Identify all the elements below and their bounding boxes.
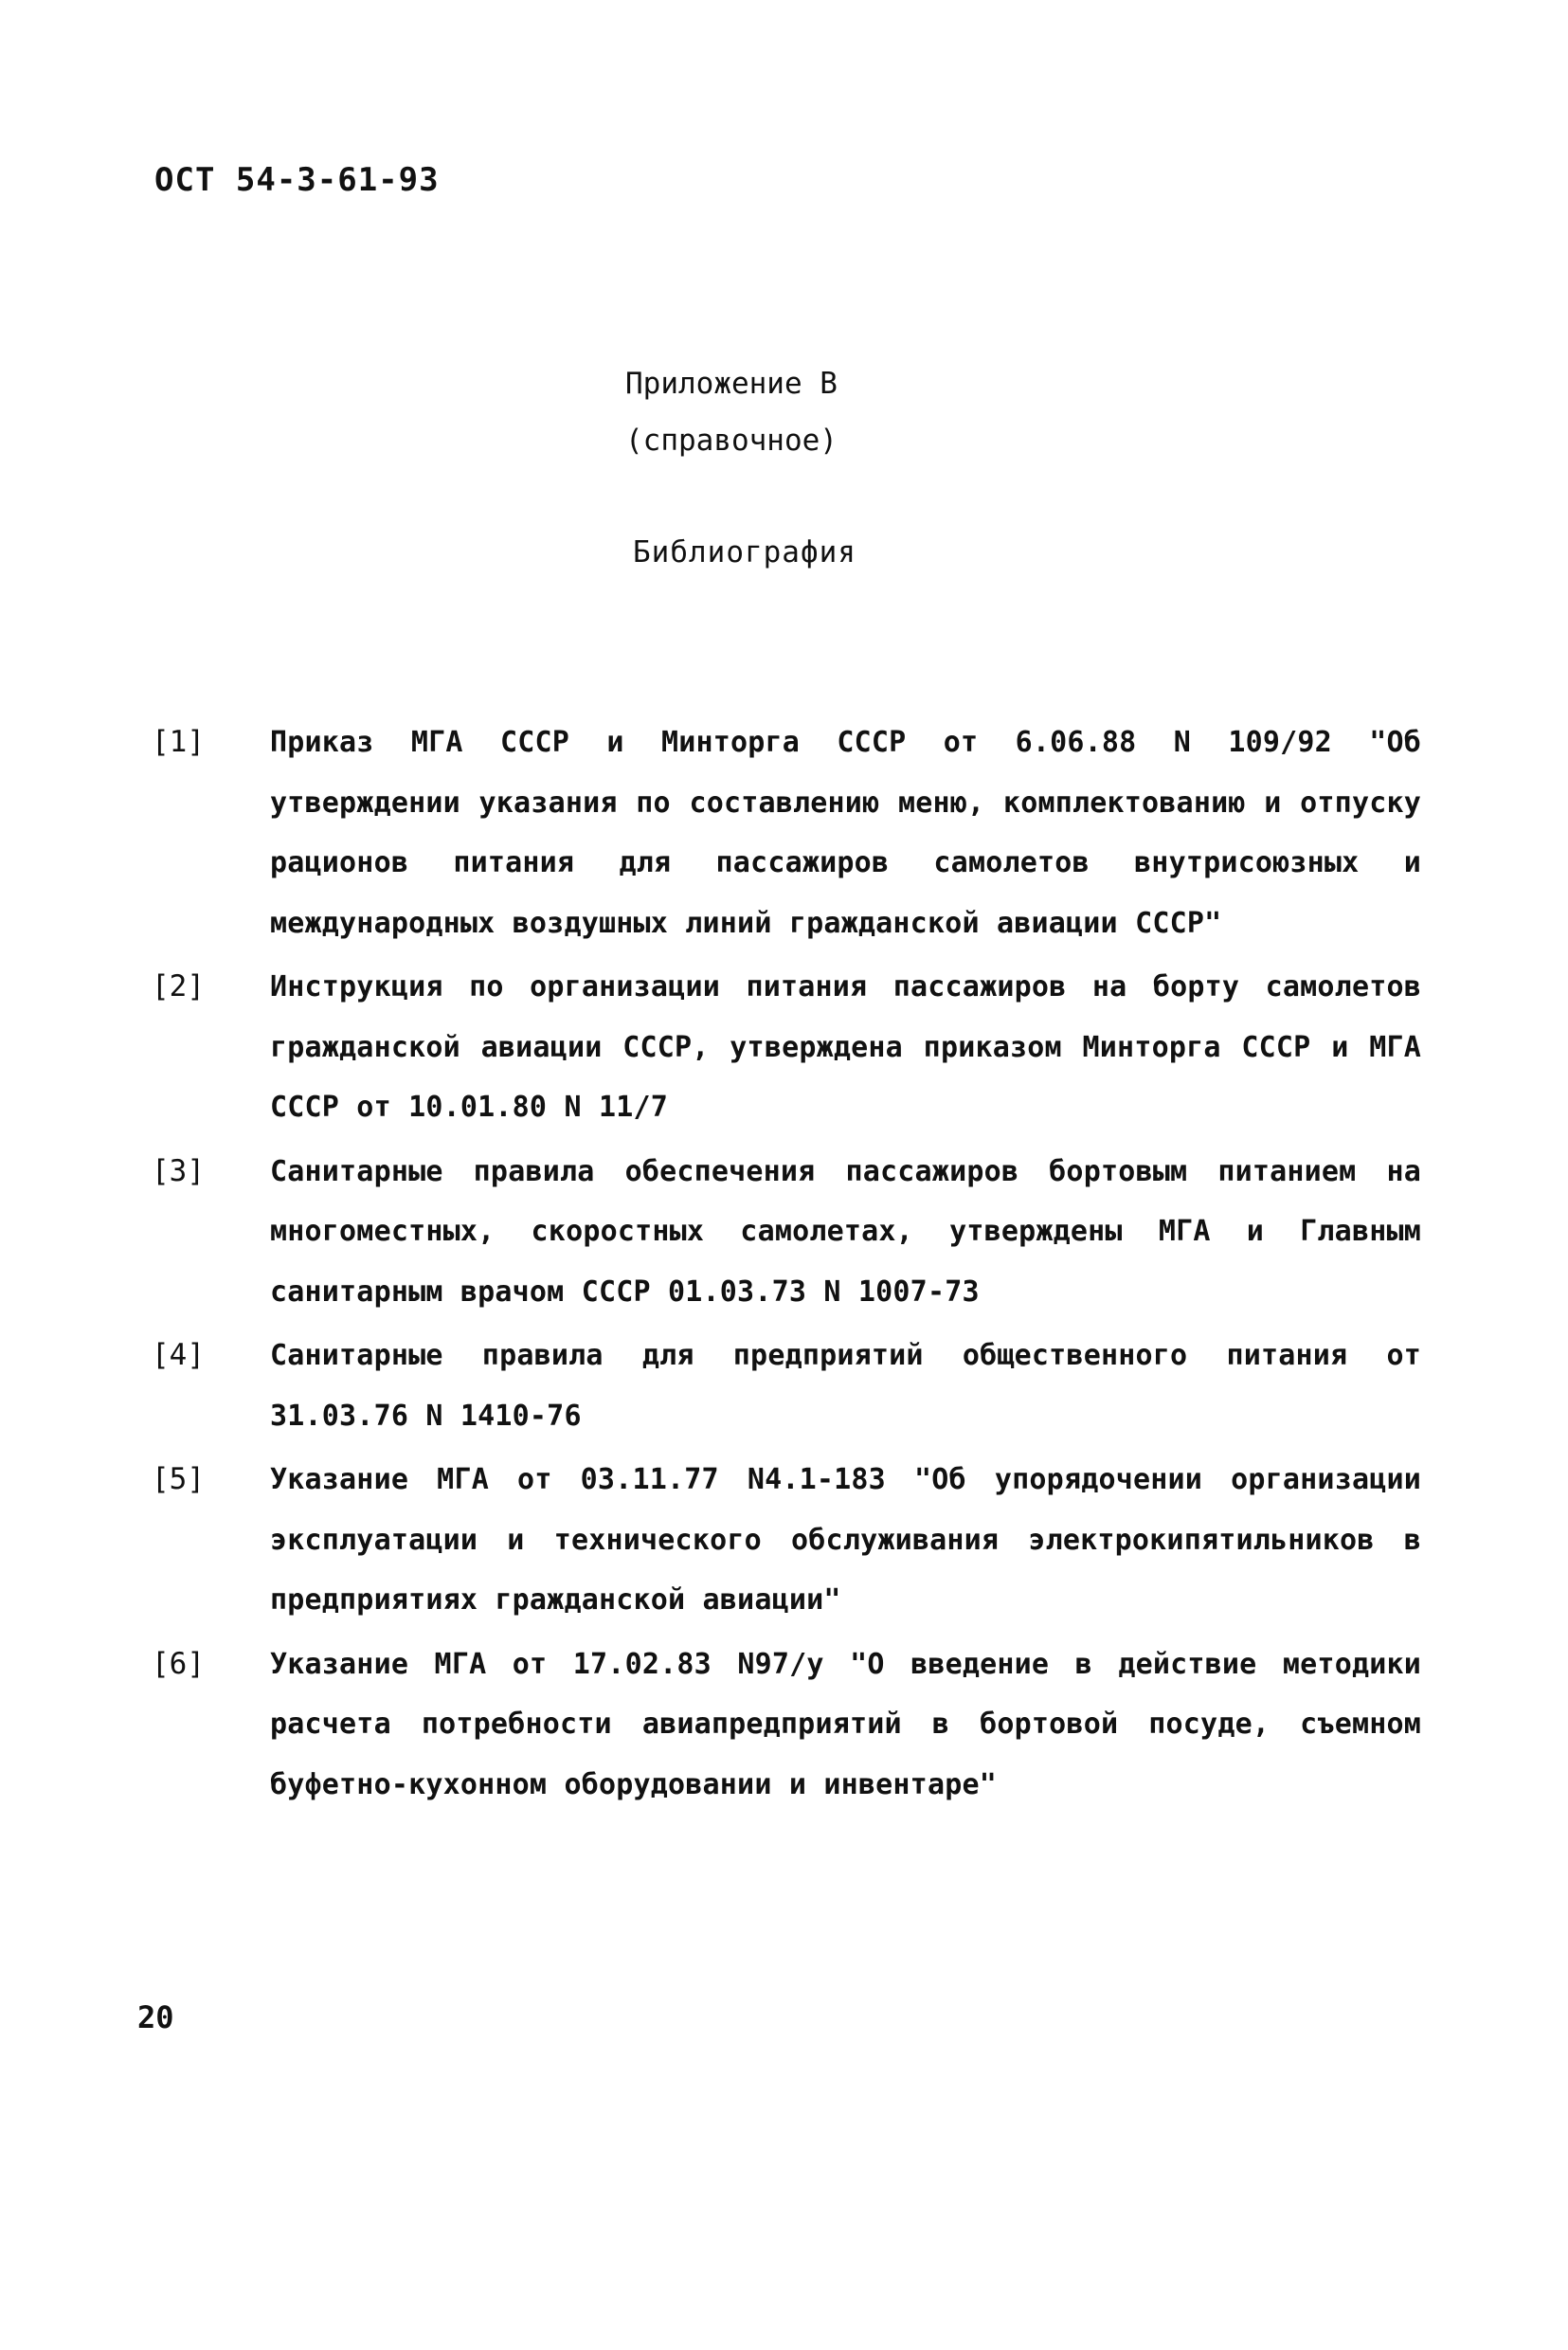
reference-number: [5] [152,1462,205,1496]
reference-number: [1] [152,725,205,759]
reference-item-1 [152,713,1421,953]
document-code: ОСТ 54-3-61-93 [154,161,440,199]
reference-text: Указание МГА от 17.02.83 N97/у "О введение в действие методики расчета потребности авиапредприятий в бортовой посуде, съемном буфетно-кухонном оборудовании и инвентаре" [270,1647,1421,1801]
reference-item-5 [152,1450,1421,1631]
reference-number: [6] [152,1646,205,1681]
reference-item-6 [152,1635,1421,1816]
appendix-header [625,355,1004,469]
reference-text: Приказ МГА СССР и Минторга СССР от 6.06.88 N 109/92 "Об утверждении указания по составлению меню, комплектованию и отпуску рационов питания для пассажиров самолетов внутрисоюзных и международных воздушных линий гражданской авиации СССР" [270,726,1421,940]
reference-number: [2] [152,969,205,1003]
appendix-subtitle: (справочное) [625,424,838,458]
reference-item-4 [152,1326,1421,1446]
page-number: 20 [137,1999,174,2035]
reference-text: Инструкция по организации питания пассажиров на борту самолетов гражданской авиации СССР, утверждена приказом Минторга СССР и МГА СССР от 10.01.80 N 11/7 [270,970,1421,1124]
reference-text: Санитарные правила обеспечения пассажиров бортовым питанием на многоместных, скоростных самолетах, утверждены МГА и Главным санитарным врачом СССР 01.03.73 N 1007-73 [270,1154,1421,1309]
reference-number: [4] [152,1338,205,1372]
bibliography-heading: Библиография [633,535,856,569]
reference-item-3 [152,1142,1421,1323]
appendix-title: Приложение В [625,367,838,401]
reference-list [152,713,1421,1818]
reference-text: Санитарные правила для предприятий общественного питания от 31.03.76 N 1410-76 [270,1339,1421,1433]
reference-text: Указание МГА от 03.11.77 N4.1-183 "Об упорядочении организации эксплуатации и технического обслуживания электрокипятильников в предприятиях гражданской авиации" [270,1463,1421,1617]
reference-item-2 [152,957,1421,1138]
reference-number: [3] [152,1153,205,1188]
